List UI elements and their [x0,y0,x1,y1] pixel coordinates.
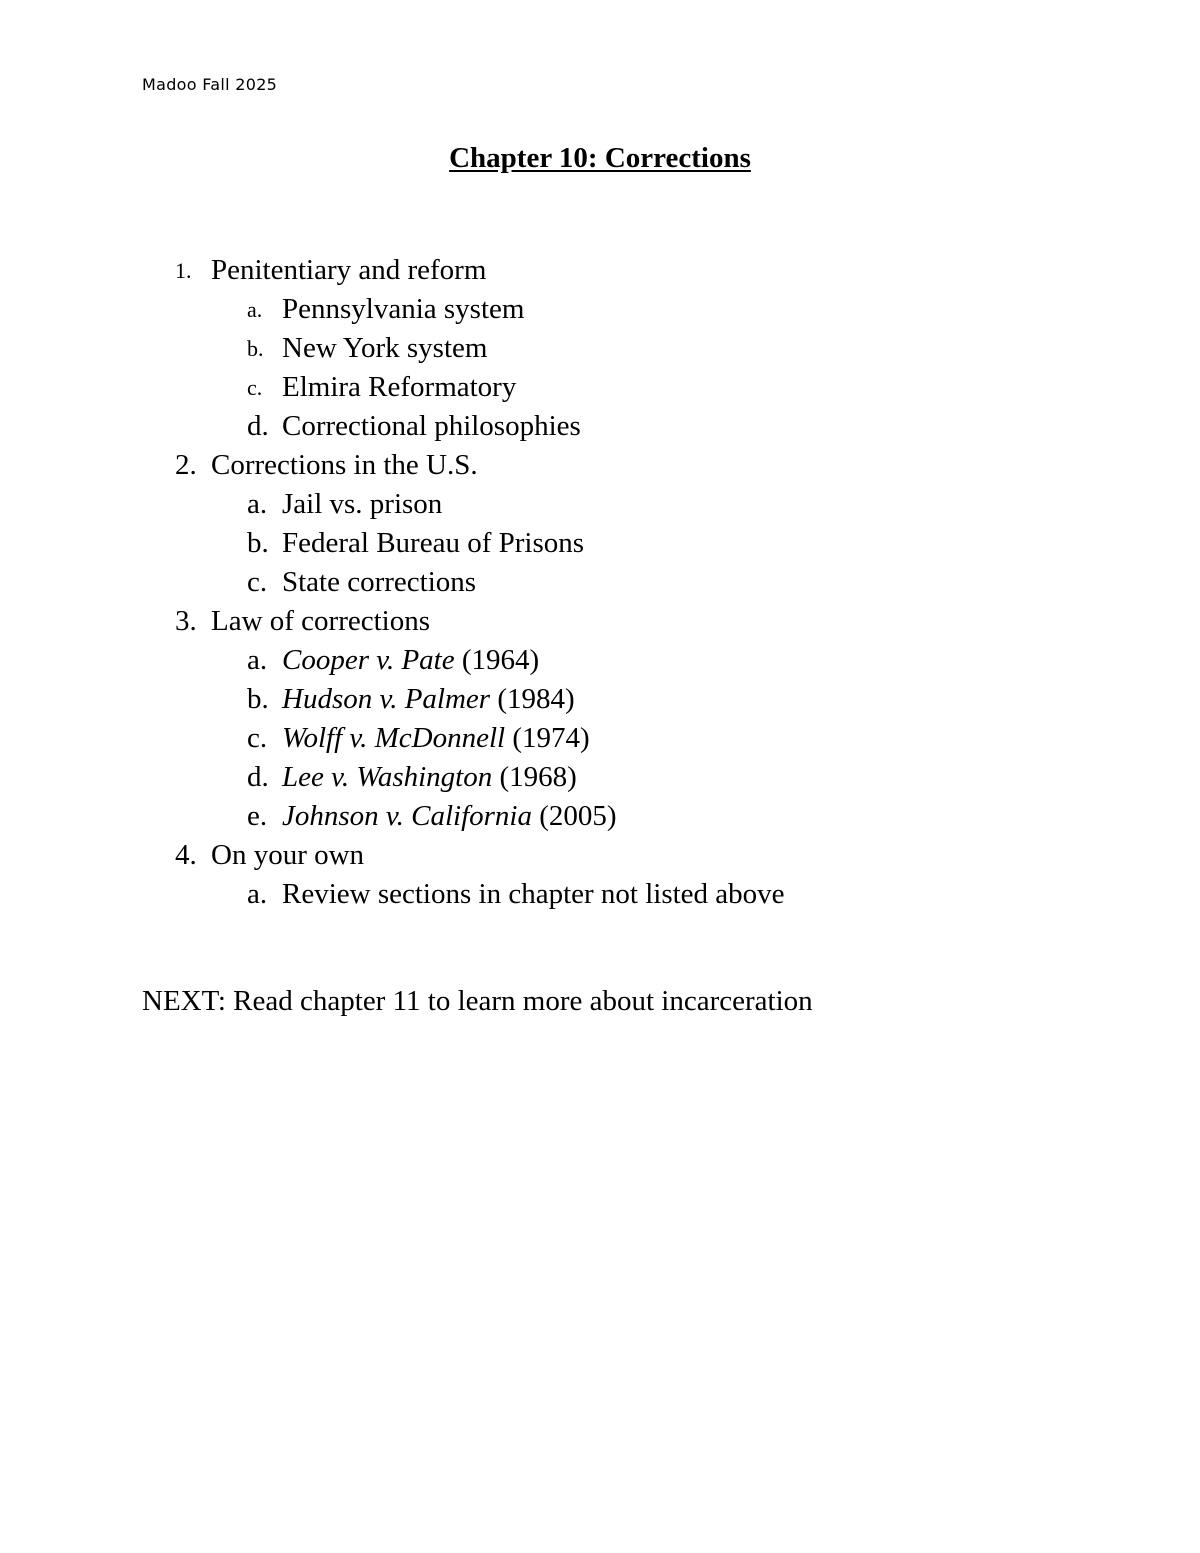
outline-marker: 2. [175,449,197,481]
outline-subitem-3c [0,719,1000,758]
outline-text: Law of corrections [211,605,431,637]
outline-item-1 [0,251,1000,290]
outline-text: Federal Bureau of Prisons [282,527,585,559]
outline-marker: c. [247,566,268,598]
case-name: Hudson v. Palmer [282,683,491,715]
outline-marker: d. [247,410,269,442]
outline-marker: b. [247,336,264,361]
outline-marker: a. [247,644,268,676]
outline-subitem-3b [0,680,1000,719]
outline-subitem-2a [0,485,1000,524]
case-year: (2005) [539,800,617,832]
outline-subitem-3a [0,641,1000,680]
outline-item-3 [0,602,1000,641]
case-citation [282,641,539,680]
outline-subitem-1c [0,368,1000,407]
outline-marker: 4. [175,839,197,871]
outline-marker: c. [247,375,263,400]
outline-marker: b. [247,683,269,715]
case-name: Lee v. Washington [282,761,493,793]
outline-subitem-4a [0,875,1000,914]
case-citation [282,758,577,797]
next-assignment: NEXT: Read chapter 11 to learn more about incarceration [142,985,813,1017]
outline-text: Jail vs. prison [282,488,443,520]
outline-text: Review sections in chapter not listed above [282,878,785,910]
outline-marker: a. [247,488,268,520]
case-year: (1974) [512,722,590,754]
case-name: Johnson v. California [282,800,532,832]
chapter-outline [0,251,1000,914]
case-citation [282,797,617,836]
outline-marker: c. [247,722,268,754]
outline-marker: b. [247,527,269,559]
outline-subitem-1b [0,329,1000,368]
outline-subitem-2c [0,563,1000,602]
case-year: (1984) [497,683,575,715]
outline-text: Correctional philosophies [282,410,581,442]
outline-marker: 3. [175,605,197,637]
outline-marker: a. [247,878,268,910]
outline-subitem-1d [0,407,1000,446]
outline-text: Pennsylvania system [282,293,525,325]
outline-item-4 [0,836,1000,875]
case-year: (1964) [461,644,540,676]
page-title: Chapter 10: Corrections [449,142,751,174]
outline-subitem-1a [0,290,1000,329]
case-year: (1968) [499,761,577,793]
outline-text: Corrections in the U.S. [211,449,478,481]
outline-subitem-3e [0,797,1000,836]
case-citation [282,680,575,719]
outline-text: New York system [282,332,488,364]
page-header: Madoo Fall 2025 [142,75,278,94]
outline-subitem-3d [0,758,1000,797]
outline-marker: a. [247,297,263,322]
case-citation [282,719,590,758]
outline-item-2 [0,446,1000,485]
outline-text: Elmira Reformatory [282,371,517,403]
outline-marker: 1. [175,258,192,283]
case-name: Wolff v. McDonnell [282,722,506,754]
outline-marker: e. [247,800,268,832]
outline-subitem-2b [0,524,1000,563]
case-name: Cooper v. Pate [282,644,455,676]
outline-text: State corrections [282,566,477,598]
outline-marker: d. [247,761,269,793]
outline-text: On your own [211,839,365,871]
outline-text: Penitentiary and reform [211,254,487,286]
